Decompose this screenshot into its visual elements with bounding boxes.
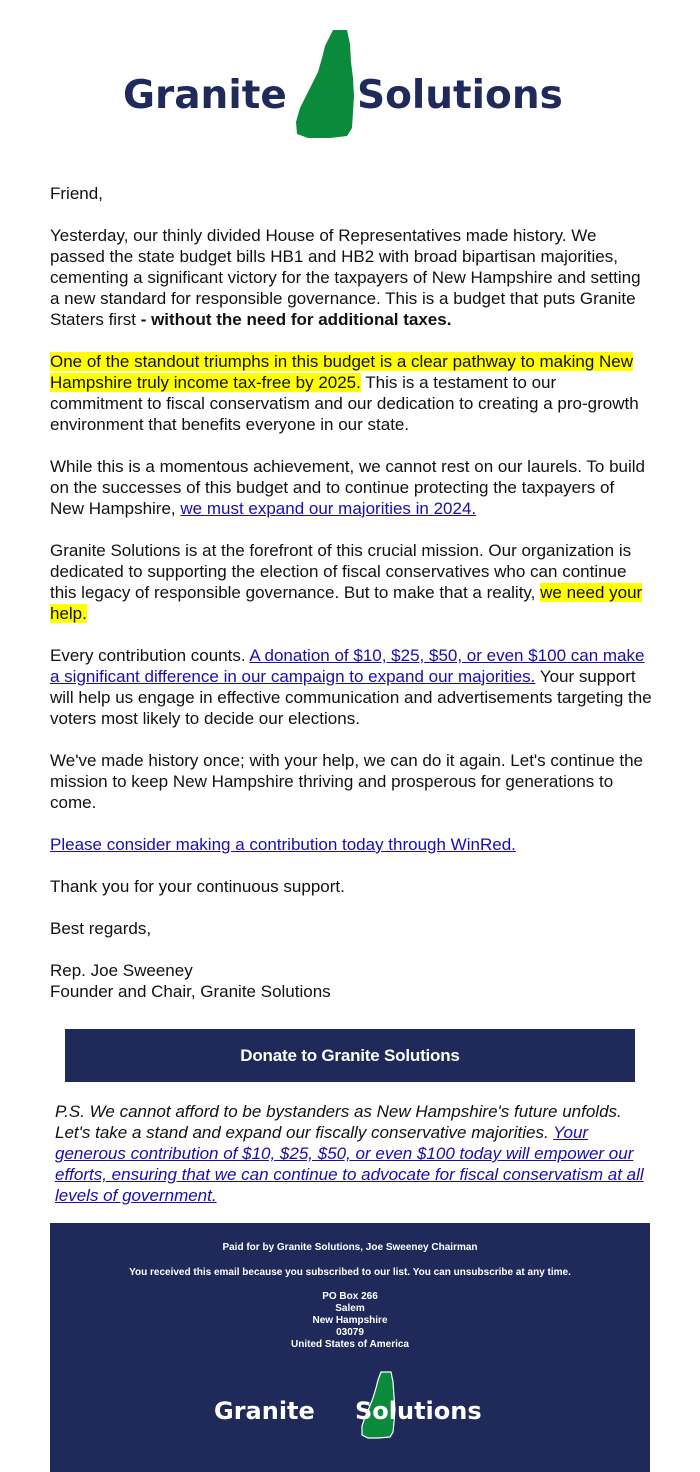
footer-logo-word-left: Granite: [214, 1397, 315, 1425]
footer-logo-word-right: Solutions: [355, 1397, 482, 1425]
greeting: Friend,: [50, 184, 103, 203]
address-line: Salem: [335, 1303, 365, 1314]
donate-button-label[interactable]: Donate to Granite Solutions: [240, 1045, 460, 1065]
postscript: P.S. We cannot afford to be bystanders as New Hampshire's future unfolds. Let's take a stand and expand our fiscally conservative majorities. Your generous contribution of $10, $25, $50, or even $100 today will empower our efforts, ensuring that we can continue to advocate for fiscal conservatism at all levels of government.: [55, 1102, 644, 1205]
signer-name: Rep. Joe Sweeney: [50, 961, 193, 980]
logo-word-right: Solutions: [357, 73, 563, 118]
address-line: PO Box 266: [322, 1291, 378, 1302]
footer: [50, 1223, 650, 1472]
donate-button[interactable]: [65, 1029, 635, 1082]
paragraph-contribution: Every contribution counts. A donation of $10, $25, $50, or even $100 can make a significant difference in our campaign to expand our majorities. Your support will help us engage in effective communication and advertisements targeting the voters most likely to decide our elections.: [50, 646, 652, 728]
signature: [50, 960, 652, 1002]
paragraph-history: We've made history once; with your help, we can do it again. Let's continue the mission to keep New Hampshire thriving and prosperous for generations to come.: [50, 751, 644, 812]
new-hampshire-state-icon: [296, 30, 354, 138]
logo-word-left: Granite: [123, 73, 287, 118]
paragraph-income-tax: One of the standout triumphs in this budget is a clear pathway to making New Hampshire truly income tax-free by 2025. This is a testament to our commitment to fiscal conservatism and our dedication to creating a pro-growth environment that benefits everyone in our state.: [50, 352, 639, 434]
address-line: New Hampshire: [312, 1315, 388, 1326]
paragraph-thanks: Thank you for your continuous support.: [50, 877, 345, 896]
paragraph-expand-majorities: While this is a momentous achievement, we cannot rest on our laurels. To build on the successes of this budget and to continue protecting the taxpayers of New Hampshire, we must expand our majorities in 2024.: [50, 457, 645, 518]
footer-logo: [200, 1368, 500, 1448]
postscript-donation-link[interactable]: Your generous contribution of $10, $25, $50, or even $100 today will empower our efforts, ensuring that we can continue to advocate for fiscal conservatism at all levels of government.: [55, 1123, 644, 1205]
no-new-taxes-bold: - without the need for additional taxes.: [140, 310, 452, 329]
income-tax-highlight: One of the standout triumphs in this budget is a clear pathway to making New Hampshire truly income tax-free by 2025.: [50, 352, 634, 392]
subscription-notice: You received this email because you subscribed to our list. You can unsubscribe at any time.: [129, 1267, 571, 1278]
header-logo: [0, 0, 700, 170]
paragraph-winred: [50, 834, 652, 855]
closing: Best regards,: [50, 919, 152, 938]
donation-amounts-link[interactable]: A donation of $10, $25, $50, or even $100 can make a significant difference in our campaign to expand our majorities.: [50, 646, 645, 686]
winred-contribution-link[interactable]: Please consider making a contribution today through WinRed.: [50, 835, 516, 854]
email-body: [50, 183, 652, 1002]
need-help-highlight: we need your help.: [50, 583, 643, 623]
mailing-address: [50, 1291, 650, 1351]
address-line: United States of America: [291, 1339, 409, 1350]
signer-title: Founder and Chair, Granite Solutions: [50, 982, 331, 1001]
expand-majorities-link[interactable]: we must expand our majorities in 2024.: [180, 499, 477, 518]
paragraph-budget: Yesterday, our thinly divided House of Representatives made history. We passed the state budget bills HB1 and HB2 with broad bipartisan majorities, cementing a significant victory for the taxpayers of New Hampshire and setting a new standard for responsible governance. This is a budget that puts Granite Staters first - without the need for additional taxes.: [50, 226, 641, 329]
address-line: 03079: [336, 1327, 364, 1338]
paragraph-mission: Granite Solutions is at the forefront of this crucial mission. Our organization is dedicated to supporting the election of fiscal conservatives who can continue this legacy of responsible governance. But to make that a reality, we need your help.: [50, 541, 643, 623]
paid-for-disclaimer: Paid for by Granite Solutions, Joe Sweeney Chairman: [222, 1242, 478, 1253]
